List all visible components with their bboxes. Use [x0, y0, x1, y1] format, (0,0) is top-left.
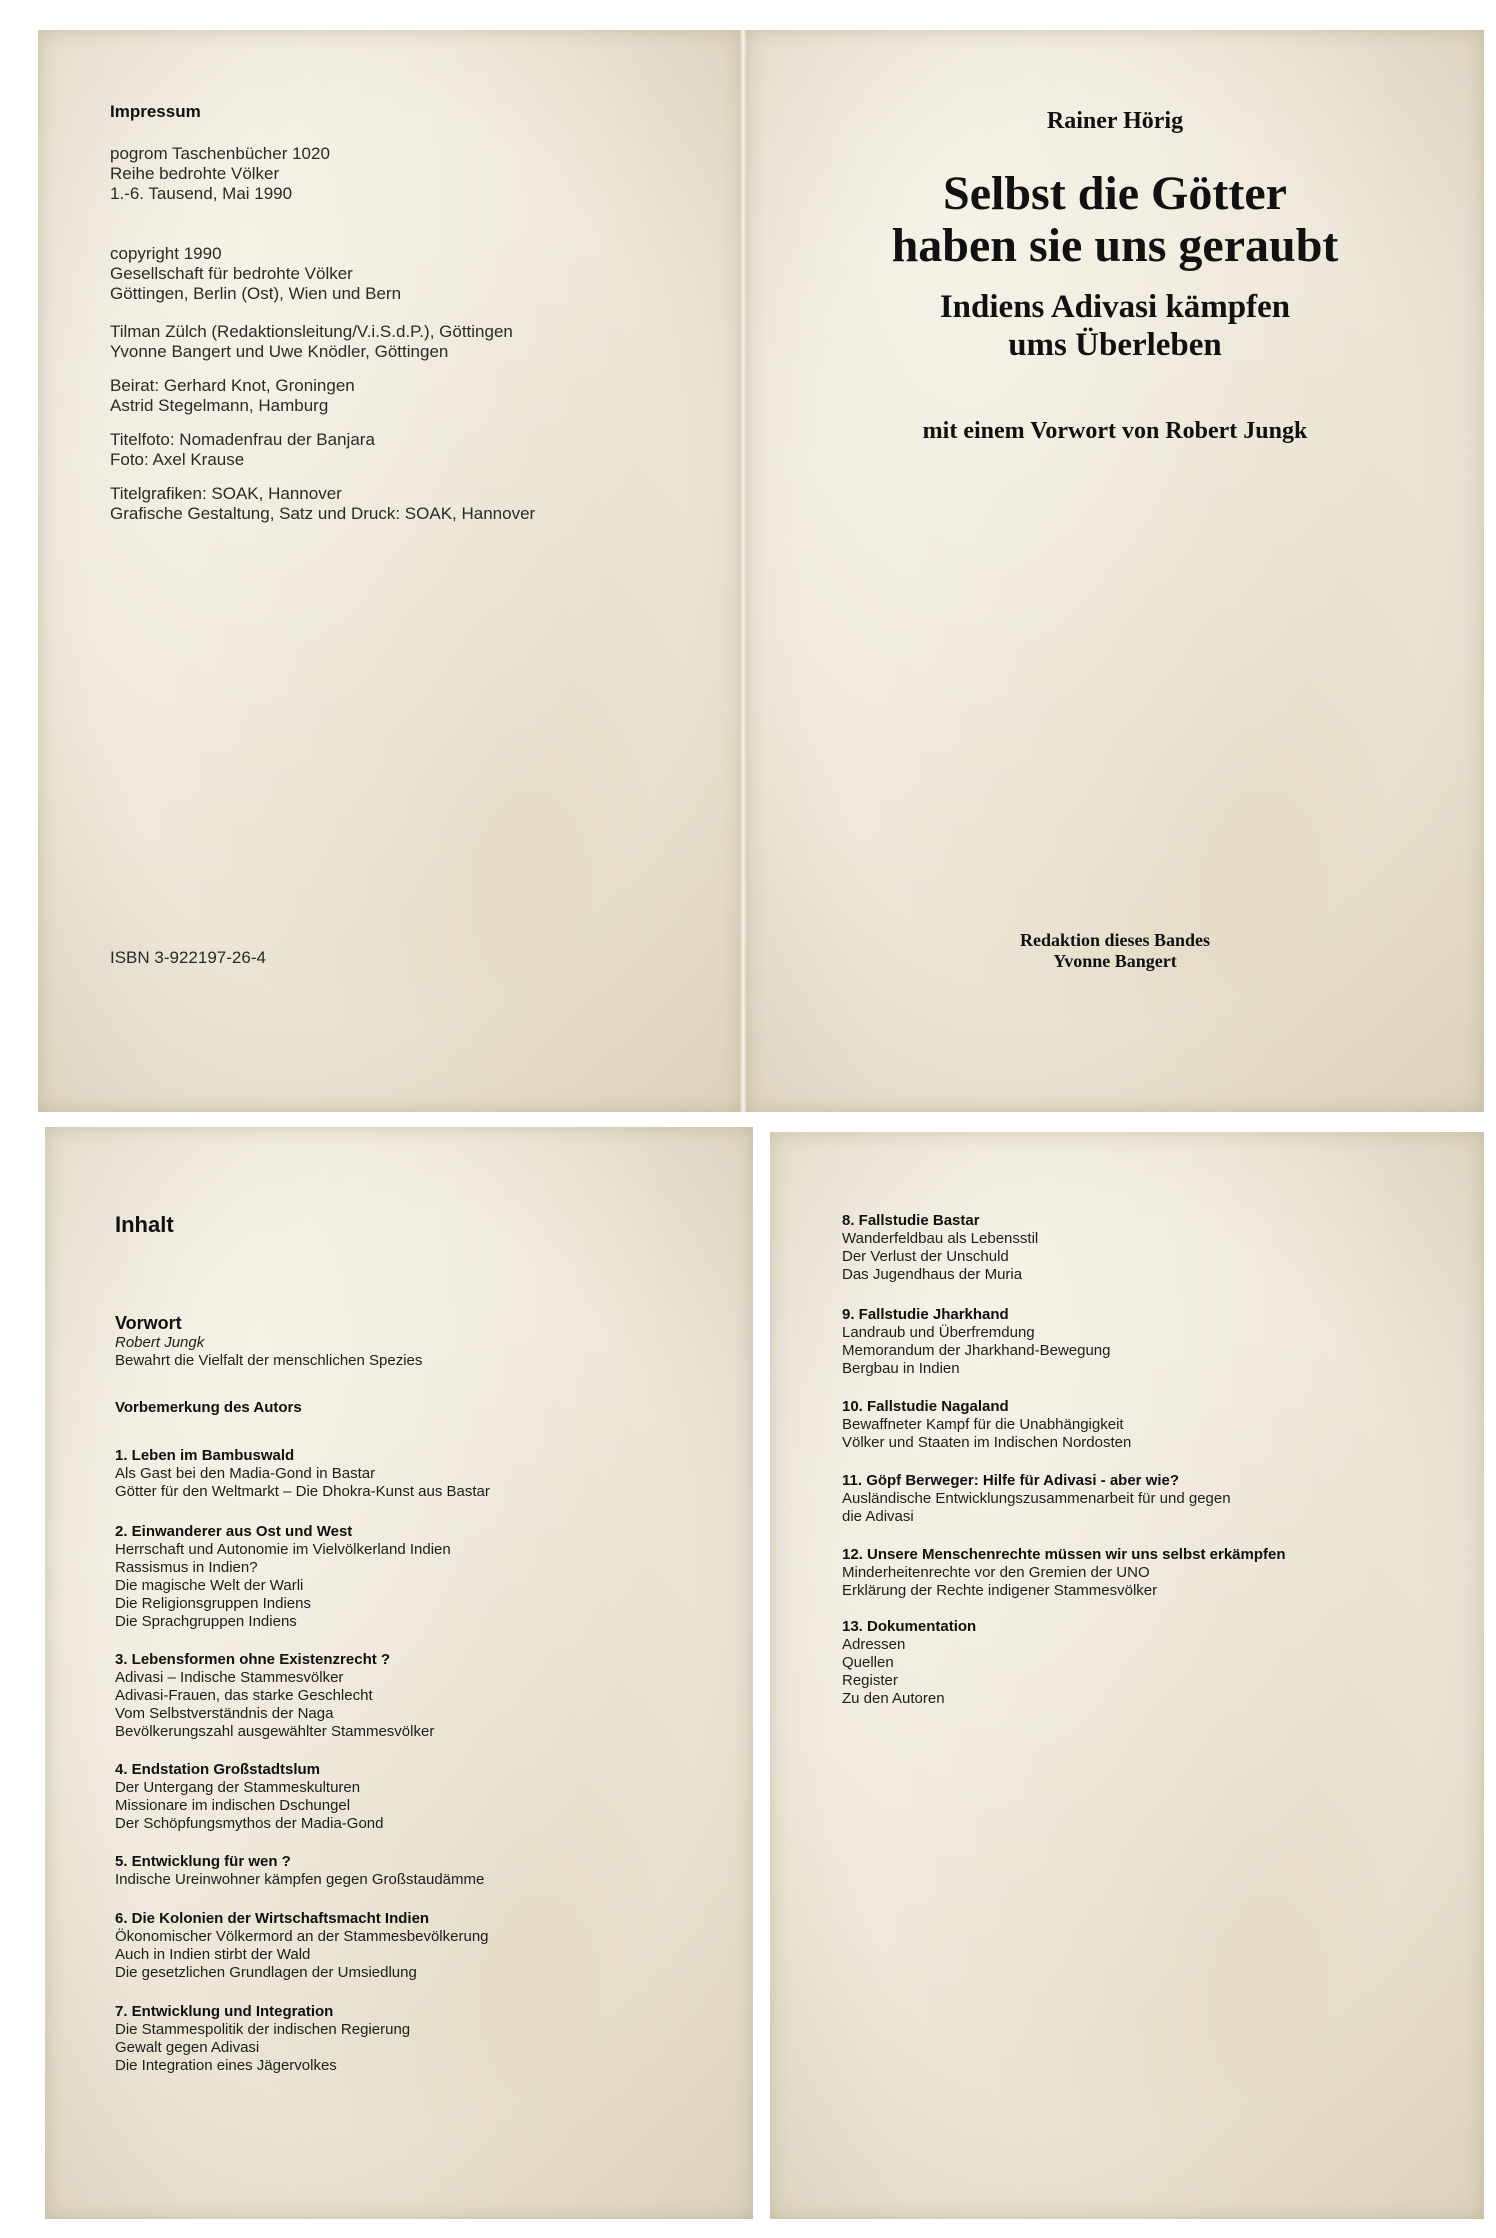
- toc-section: [115, 1761, 735, 1833]
- impressum: [110, 102, 710, 538]
- impressum-line: Foto: Axel Krause: [110, 450, 245, 469]
- toc-section-title: 2. Einwanderer aus Ost und West: [115, 1523, 353, 1540]
- toc-section: [115, 1523, 735, 1631]
- toc-item: Gewalt gegen Adivasi: [115, 2039, 260, 2056]
- impressum-graphics: [110, 484, 710, 524]
- impressum-line: Tilman Zülch (Redaktionsleitung/V.i.S.d.P.), Göttingen: [110, 322, 513, 341]
- toc-section: [842, 1398, 1462, 1452]
- toc-item: Herrschaft und Autonomie im Vielvölkerland Indien: [115, 1541, 451, 1558]
- toc-item: Erklärung der Rechte indigener Stammesvölker: [842, 1582, 1158, 1599]
- toc-section: [842, 1546, 1462, 1600]
- toc-section: [115, 1853, 735, 1889]
- impressum-line: pogrom Taschenbücher 1020: [110, 144, 330, 163]
- toc-item: Völker und Staaten im Indischen Nordosten: [842, 1434, 1132, 1451]
- toc-item: Die Integration eines Jägervolkes: [115, 2057, 337, 2074]
- toc-section-title: 11. Göpf Berweger: Hilfe für Adivasi - aber wie?: [842, 1472, 1180, 1489]
- toc-item: Bergbau in Indien: [842, 1360, 960, 1377]
- book-title-line: haben sie uns geraubt: [891, 219, 1339, 272]
- toc-item: Adivasi-Frauen, das starke Geschlecht: [115, 1687, 373, 1704]
- toc-item: Quellen: [842, 1654, 894, 1671]
- toc-item: Auch in Indien stirbt der Wald: [115, 1946, 311, 1963]
- impressum-page: [38, 30, 742, 1112]
- toc-section-vorbemerkung: [115, 1399, 735, 1417]
- toc-item: Der Schöpfungsmythos der Madia-Gond: [115, 1815, 384, 1832]
- toc-section-title: 3. Lebensformen ohne Existenzrecht ?: [115, 1651, 391, 1668]
- impressum-title: Impressum: [110, 102, 201, 121]
- toc-item: Ökonomischer Völkermord an der Stammesbevölkerung: [115, 1928, 489, 1945]
- toc-section-title: 8. Fallstudie Bastar: [842, 1212, 980, 1229]
- toc-item: Als Gast bei den Madia-Gond in Bastar: [115, 1465, 376, 1482]
- toc-author: Robert Jungk: [115, 1334, 205, 1351]
- impressum-line: Beirat: Gerhard Knot, Groningen: [110, 376, 355, 395]
- impressum-line: Titelfoto: Nomadenfrau der Banjara: [110, 430, 375, 449]
- toc-item: Bewaffneter Kampf für die Unabhängigkeit: [842, 1416, 1124, 1433]
- editor-line: Yvonne Bangert: [1053, 951, 1177, 971]
- toc-item: Landraub und Überfremdung: [842, 1324, 1035, 1341]
- toc-item: Memorandum der Jharkhand-Bewegung: [842, 1342, 1111, 1359]
- toc-section: [842, 1472, 1462, 1526]
- impressum-line: Astrid Stegelmann, Hamburg: [110, 396, 329, 415]
- impressum-editors: [110, 322, 710, 362]
- impressum-board: [110, 376, 710, 416]
- toc-section: [115, 1910, 735, 1982]
- impressum-photo: [110, 430, 710, 470]
- toc-item: Der Verlust der Unschuld: [842, 1248, 1009, 1265]
- toc-item: Adivasi – Indische Stammesvölker: [115, 1669, 344, 1686]
- toc-section: [842, 1618, 1462, 1708]
- editor-credit: [746, 930, 1484, 972]
- impressum-line: copyright 1990: [110, 244, 222, 263]
- toc-item: Adressen: [842, 1636, 906, 1653]
- toc-section: [115, 2003, 735, 2075]
- toc-section: [842, 1306, 1462, 1378]
- impressum-line: Göttingen, Berlin (Ost), Wien und Bern: [110, 284, 402, 303]
- book-subtitle-line: ums Überleben: [1008, 327, 1222, 363]
- toc-section-title: 6. Die Kolonien der Wirtschaftsmacht Indien: [115, 1910, 430, 1927]
- impressum-series: [110, 144, 710, 204]
- impressum-line: 1.-6. Tausend, Mai 1990: [110, 184, 293, 203]
- toc-item: Wanderfeldbau als Lebensstil: [842, 1230, 1039, 1247]
- toc-item: Vom Selbstverständnis der Naga: [115, 1705, 334, 1722]
- impressum-line: Yvonne Bangert und Uwe Knödler, Göttingen: [110, 342, 449, 361]
- toc-item: Register: [842, 1672, 898, 1689]
- toc-item: die Adivasi: [842, 1508, 914, 1525]
- toc-item: Minderheitenrechte vor den Gremien der UNO: [842, 1564, 1150, 1581]
- toc-item: Rassismus in Indien?: [115, 1559, 258, 1576]
- editor-line: Redaktion dieses Bandes: [1019, 930, 1211, 950]
- impressum-line: Gesellschaft für bedrohte Völker: [110, 264, 353, 283]
- toc-item: Die magische Welt der Warli: [115, 1577, 304, 1594]
- title-page: [746, 30, 1484, 1112]
- toc-section-title: 4. Endstation Großstadtslum: [115, 1761, 321, 1778]
- toc-item: Die gesetzlichen Grundlagen der Umsiedlung: [115, 1964, 417, 1981]
- impressum-line: Reihe bedrohte Völker: [110, 164, 280, 183]
- toc-page-right: [770, 1132, 1484, 2219]
- toc-section: [842, 1212, 1462, 1284]
- toc-section-title: 1. Leben im Bambuswald: [115, 1447, 295, 1464]
- toc-section-title: Vorwort: [115, 1313, 182, 1333]
- toc-heading: Inhalt: [115, 1212, 174, 1237]
- toc-item: Die Religionsgruppen Indiens: [115, 1595, 311, 1612]
- toc-item: Das Jugendhaus der Muria: [842, 1266, 1023, 1283]
- toc-item: Indische Ureinwohner kämpfen gegen Großstaudämme: [115, 1871, 485, 1888]
- toc-section-title: 9. Fallstudie Jharkhand: [842, 1306, 1009, 1323]
- book-title: [746, 168, 1484, 272]
- book-subtitle: [746, 288, 1484, 364]
- toc-section: [115, 1447, 735, 1501]
- toc-section-title: 7. Entwicklung und Integration: [115, 2003, 334, 2020]
- toc-item: Die Stammespolitik der indischen Regierung: [115, 2021, 411, 2038]
- toc-item: Zu den Autoren: [842, 1690, 945, 1707]
- toc-item: Missionare im indischen Dschungel: [115, 1797, 351, 1814]
- toc-section-title: Vorbemerkung des Autors: [115, 1399, 302, 1416]
- book-subtitle-line: Indiens Adivasi kämpfen: [939, 289, 1291, 325]
- author-name: Rainer Hörig: [1046, 108, 1184, 134]
- toc-section: [115, 1651, 735, 1741]
- toc-item: Bevölkerungszahl ausgewählter Stammesvölker: [115, 1723, 435, 1740]
- impressum-line: Grafische Gestaltung, Satz und Druck: SOAK, Hannover: [110, 504, 536, 523]
- toc-item: Götter für den Weltmarkt – Die Dhokra-Kunst aus Bastar: [115, 1483, 490, 1500]
- impressum-line: Titelgrafiken: SOAK, Hannover: [110, 484, 342, 503]
- toc-section-title: 13. Dokumentation: [842, 1618, 977, 1635]
- isbn: ISBN 3-922197-26-4: [110, 948, 266, 967]
- toc-section-title: 5. Entwicklung für wen ?: [115, 1853, 291, 1870]
- foreword-credit: mit einem Vorwort von Robert Jungk: [922, 418, 1308, 444]
- toc-item: Bewahrt die Vielfalt der menschlichen Spezies: [115, 1352, 423, 1369]
- toc-item: Ausländische Entwicklungszusammenarbeit für und gegen: [842, 1490, 1231, 1507]
- toc-section-title: 10. Fallstudie Nagaland: [842, 1398, 1009, 1415]
- toc-item: Die Sprachgruppen Indiens: [115, 1613, 297, 1630]
- book-title-line: Selbst die Götter: [943, 167, 1287, 220]
- toc-item: Der Untergang der Stammeskulturen: [115, 1779, 361, 1796]
- toc-section-title: 12. Unsere Menschenrechte müssen wir uns selbst erkämpfen: [842, 1546, 1286, 1563]
- toc-page-left: [45, 1127, 753, 2219]
- toc-section-vorwort: [115, 1312, 735, 1370]
- impressum-copyright: [110, 244, 710, 304]
